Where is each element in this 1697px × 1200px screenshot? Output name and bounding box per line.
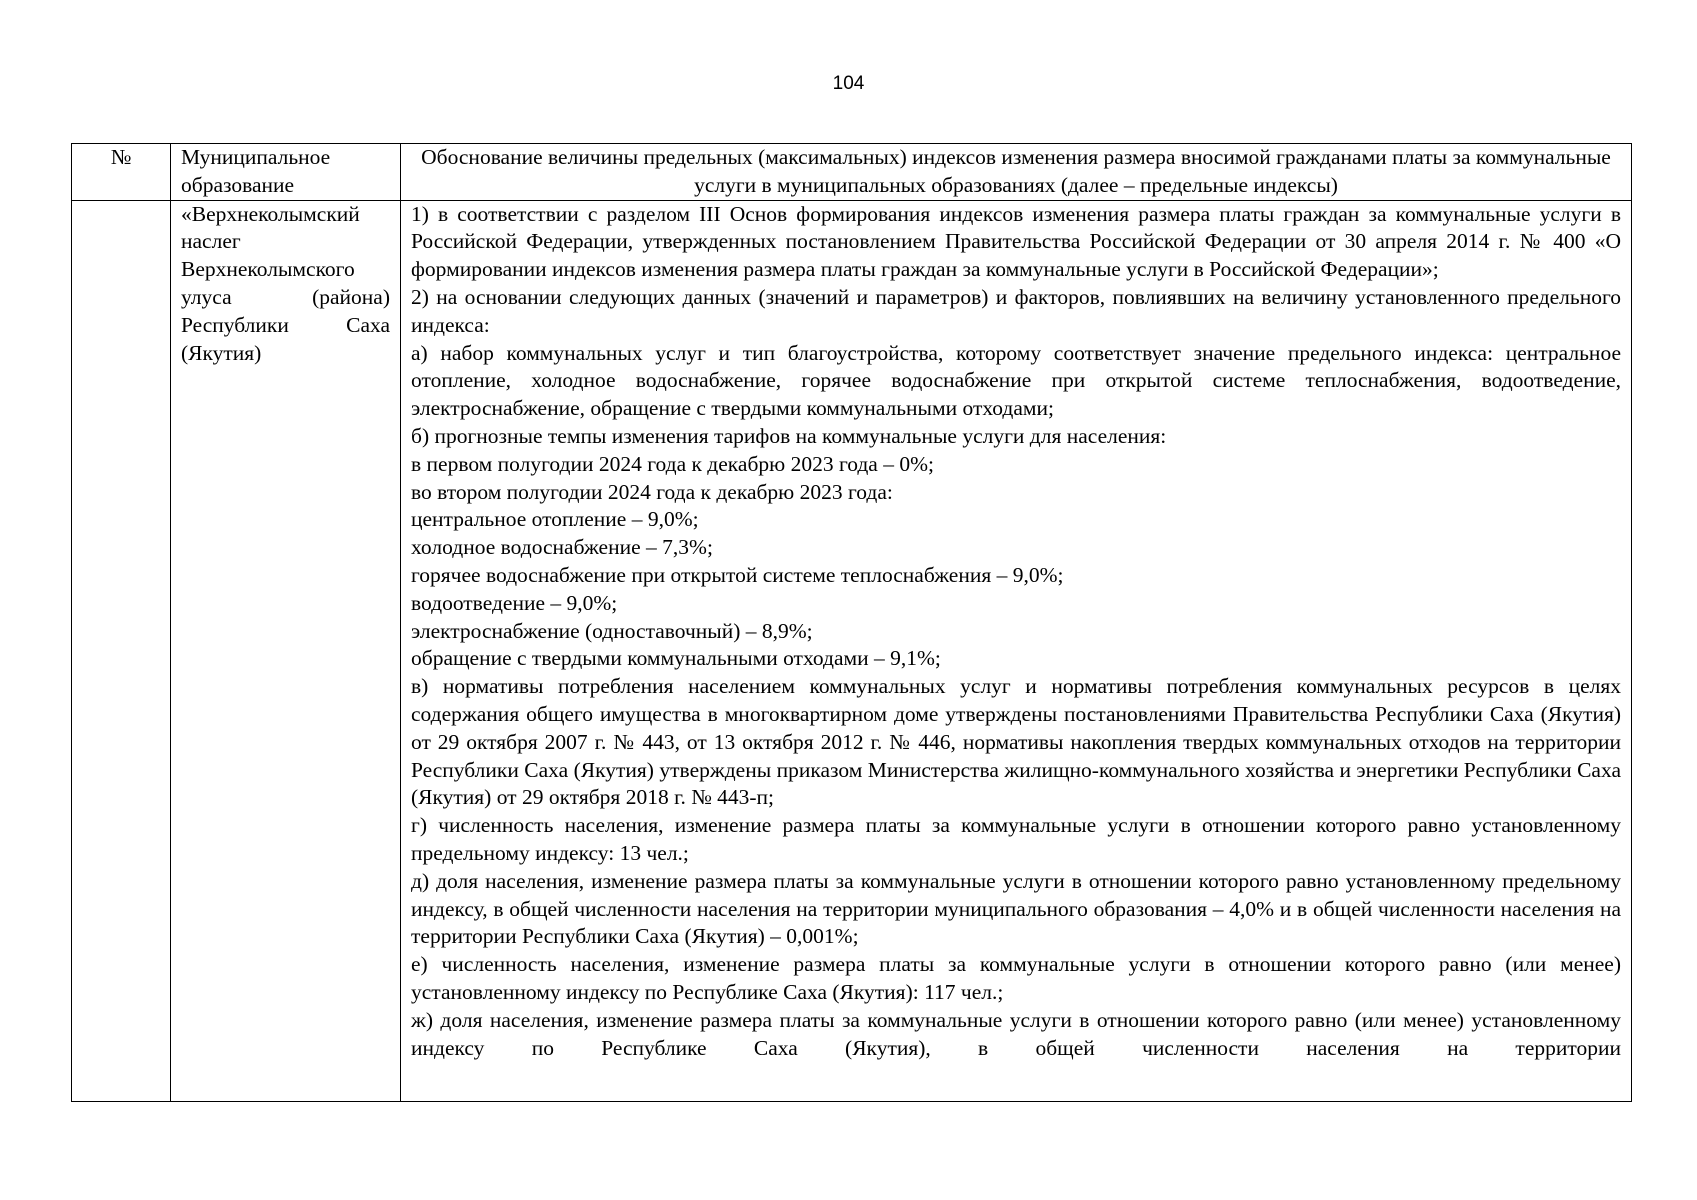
justification-paragraph: центральное отопление – 9,0%;: [411, 507, 699, 532]
justification-paragraph: е) численность населения, изменение размера платы за коммунальные услуги в отношении которого равно (или менее) установленному индексу по Республике Саха (Якутия): 117 чел.;: [411, 952, 1621, 1004]
justification-paragraph: холодное водоснабжение – 7,3%;: [411, 535, 713, 560]
municipality-cell: «Верхнеколымский наслег Верхнеколымского улуса (района) Республики Саха (Якутия): [171, 200, 401, 1101]
justification-paragraph: ж) доля населения, изменение размера платы за коммунальные услуги в отношении которого равно (или менее) установленному индексу по Республике Саха (Якутия), в общей численности населения на территории: [411, 1007, 1621, 1060]
justification-paragraph: обращение с твердыми коммунальными отходами – 9,1%;: [411, 646, 941, 671]
justification-paragraph: б) прогнозные темпы изменения тарифов на коммунальные услуги для населения:: [411, 423, 1167, 448]
row-number-cell: [72, 200, 171, 1101]
justification-paragraph: 2) на основании следующих данных (значений и параметров) и факторов, повлиявших на величину установленного предельного индекса:: [411, 284, 1621, 337]
header-number: №: [72, 144, 171, 201]
justification-paragraph: водоотведение – 9,0%;: [411, 590, 618, 615]
header-municipality: Муниципальное образование: [171, 144, 401, 201]
justification-paragraph: 1) в соответствии с разделом III Основ формирования индексов изменения размера платы граждан за коммунальные услуги в Российской Федерации, утвержденных постановлением Правительства Российской Федерации от 30 апреля 2014 г. № 400 «О формировании индексов изменения размера платы граждан за коммунальные услуги в Российской Федерации»;: [411, 201, 1621, 282]
table-row: [72, 200, 1632, 1101]
justification-paragraph: а) набор коммунальных услуг и тип благоустройства, которому соответствует значение предельного индекса: центральное отопление, холодное водоснабжение, горячее водоснабжение при открытой системе теплоснабжения, водоотведение, электроснабжение, обращение с твердыми коммунальными отходами;: [411, 340, 1621, 421]
justification-cell: [401, 200, 1632, 1101]
page-number: 104: [832, 73, 865, 94]
header-justification: Обоснование величины предельных (максимальных) индексов изменения размера вносимой гражданами платы за коммунальные услуги в муниципальных образованиях (далее – предельные индексы): [401, 144, 1632, 201]
justification-paragraph: д) доля населения, изменение размера платы за коммунальные услуги в отношении которого равно установленному предельному индексу, в общей численности населения на территории муниципального образования – 4,0% и в общей численности населения на территории Республики Саха (Якутия) – 0,001%;: [411, 868, 1621, 949]
justification-paragraph: электроснабжение (одноставочный) – 8,9%;: [411, 618, 813, 643]
table-header-row: [72, 144, 1632, 201]
justification-paragraph: в первом полугодии 2024 года к декабрю 2023 года – 0%;: [411, 451, 934, 476]
justification-paragraph: г) численность населения, изменение размера платы за коммунальные услуги в отношении которого равно установленному предельному индексу: 13 чел.;: [411, 813, 1621, 865]
tariff-index-table: [71, 143, 1632, 1102]
justification-paragraph: во втором полугодии 2024 года к декабрю 2023 года:: [411, 479, 893, 504]
justification-paragraph: горячее водоснабжение при открытой системе теплоснабжения – 9,0%;: [411, 562, 1064, 587]
justification-paragraph: в) нормативы потребления населением коммунальных услуг и нормативы потребления коммунальных ресурсов в целях содержания общего имущества в многоквартирном доме утверждены постановлениями Правительства Республики Саха (Якутия) от 29 октября 2007 г. № 443, от 13 октября 2012 г. № 446, нормативы накопления твердых коммунальных отходов на территории Республики Саха (Якутия) утверждены приказом Министерства жилищно-коммунального хозяйства и энергетики Республики Саха (Якутия) от 29 октября 2018 г. № 443-п;: [411, 674, 1621, 810]
